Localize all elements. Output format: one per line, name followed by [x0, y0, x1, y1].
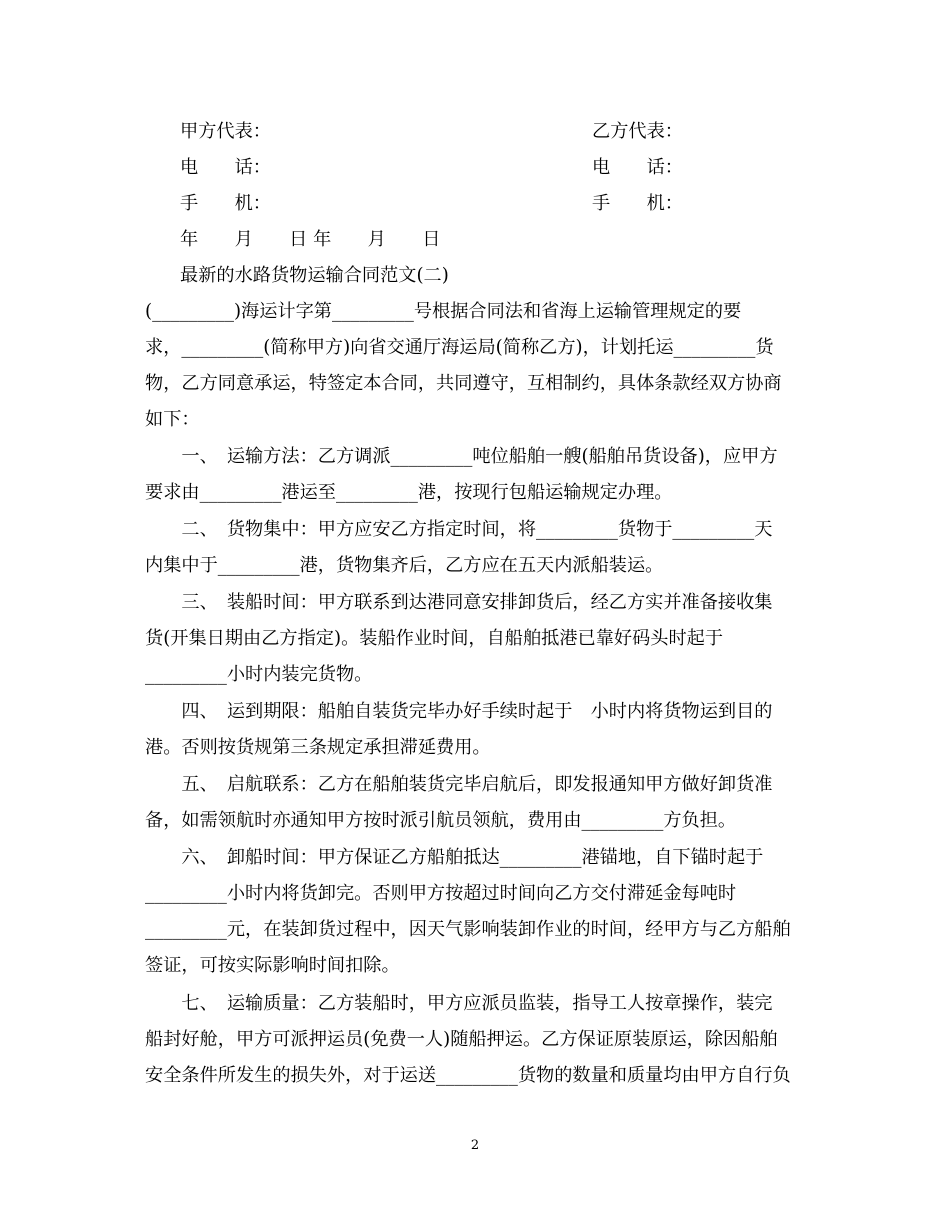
contract-heading: 最新的水路货物运输合同范文(二) [180, 265, 449, 286]
body-line: 四、 运到期限：船舶自装货完毕办好手续时起于 小时内将货物运到目的 [145, 701, 773, 722]
body-line: 内集中于_________港，货物集齐后，乙方应在五天内派船装运。 [145, 555, 664, 576]
body-line: 签证，可按实际影响时间扣除。 [145, 955, 400, 976]
body-line: 求，_________(简称甲方)向省交通厅海运局(简称乙方)，计划托运_________货 [145, 337, 774, 358]
body-line: _________元，在装卸货过程中，因天气影响装卸作业的时间，经甲方与乙方船舶 [145, 919, 791, 940]
body-line: (_________)海运计字第_________号根据合同法和省海上运输管理规定的要 [145, 301, 742, 322]
body-line: 三、 装船时间：甲方联系到达港同意安排卸货后，经乙方实并准备接收集 [145, 592, 773, 613]
body-line: 七、 运输质量：乙方装船时，甲方应派员监装，指导工人按章操作，装完 [145, 993, 773, 1014]
body-line: 安全条件所发生的损失外，对于运送_________货物的数量和质量均由甲方自行负 [145, 1065, 791, 1086]
body-line: _________小时内装完货物。 [145, 664, 373, 685]
body-line: 如下： [145, 409, 200, 430]
body-line: 物，乙方同意承运，特签定本合同，共同遵守，互相制约，具体条款经双方协商 [145, 373, 782, 394]
party-b-mobile-label: 手 机： [592, 193, 683, 214]
body-line: 货(开集日期由乙方指定)。装船作业时间，自船舶抵港已靠好码头时起于 [145, 628, 724, 649]
party-b-phone-label: 电 话： [592, 157, 683, 178]
body-line: 六、 卸船时间：甲方保证乙方船舶抵达_________港锚地，自下锚时起于 [145, 847, 764, 868]
body-line: 港。否则按货规第三条规定承担滞延费用。 [145, 737, 491, 758]
body-line: 五、 启航联系：乙方在船舶装货完毕启航后，即发报通知甲方做好卸货准 [145, 774, 773, 795]
party-b-representative-label: 乙方代表： [592, 121, 683, 142]
party-a-representative-label: 甲方代表： [180, 121, 271, 142]
body-line: 二、 货物集中：甲方应安乙方指定时间，将_________货物于_________天 [145, 519, 773, 540]
body-line: 船封好舱，甲方可派押运员(免费一人)随船押运。乙方保证原装原运，除因船舶 [145, 1029, 778, 1050]
body-line: _________小时内将货卸完。否则甲方按超过时间向乙方交付滞延金每吨时 [145, 883, 737, 904]
body-line: 要求由_________港运至_________港，按现行包船运输规定办理。 [145, 482, 673, 503]
party-a-phone-label: 电 话： [180, 157, 271, 178]
body-line: 一、 运输方法：乙方调派_________吨位船舶一艘(船舶吊货设备)，应甲方 [145, 446, 778, 467]
party-a-mobile-label: 手 机： [180, 193, 271, 214]
date-line: 年 月 日 年 月 日 [180, 229, 441, 250]
page-number: 2 [470, 1138, 480, 1153]
body-line: 备，如需领航时亦通知甲方按时派引航员领航，费用由_________方负担。 [145, 810, 737, 831]
